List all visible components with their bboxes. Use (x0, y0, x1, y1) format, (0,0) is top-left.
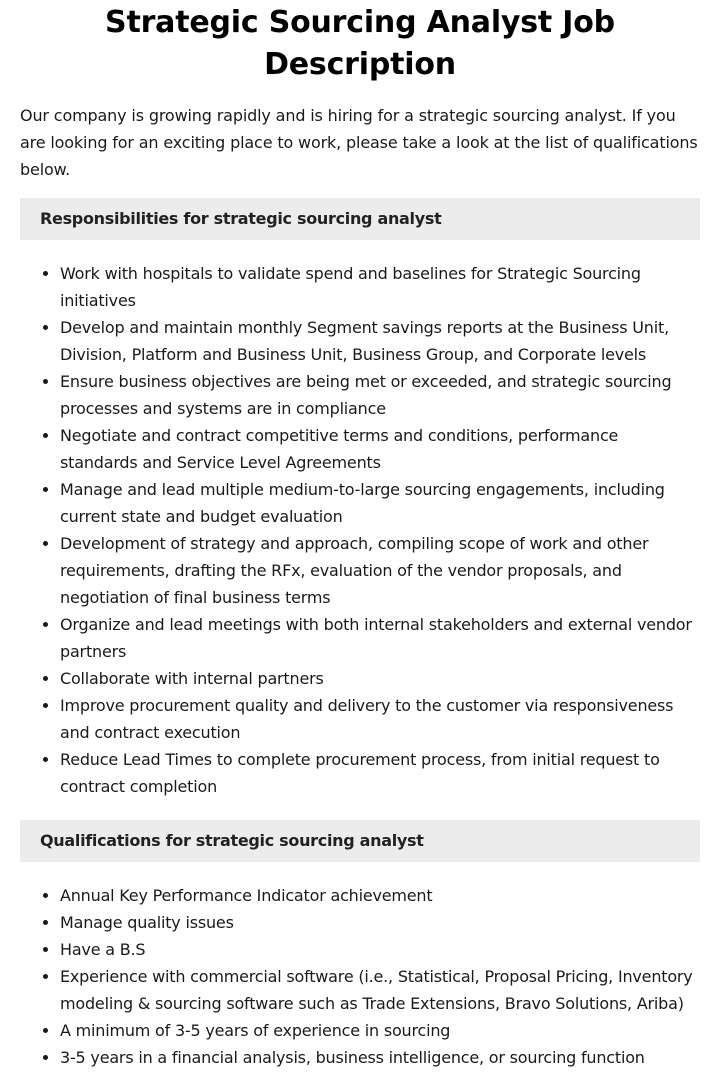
list-item: • Ensure business objectives are being met or exceeded, and strategic sourcing processes and systems are in compliance (60, 368, 700, 422)
qualifications-list (20, 882, 700, 1071)
list-item: • Manage quality issues (60, 909, 700, 936)
list-item: • Manage and lead multiple medium-to-large sourcing engagements, including current state and budget evaluation (60, 476, 700, 530)
list-item: • Improve procurement quality and delivery to the customer via responsiveness and contract execution (60, 692, 700, 746)
intro-paragraph: Our company is growing rapidly and is hiring for a strategic sourcing analyst. If you are looking for an exciting place to work, please take a look at the list of qualifications below. (20, 106, 698, 179)
list-item: • A minimum of 3-5 years of experience in sourcing (60, 1017, 700, 1044)
list-item: • Reduce Lead Times to complete procurement process, from initial request to contract completion (60, 746, 700, 800)
list-item: • Develop and maintain monthly Segment savings reports at the Business Unit, Division, Platform and Business Unit, Business Group, and Corporate levels (60, 314, 700, 368)
list-item: • Development of strategy and approach, compiling scope of work and other requirements, drafting the RFx, evaluation of the vendor proposals, and negotiation of final business terms (60, 530, 700, 611)
responsibilities-list (20, 260, 700, 800)
list-item: • 3-5 years in a financial analysis, business intelligence, or sourcing function (60, 1044, 700, 1071)
list-item: • Collaborate with internal partners (60, 665, 700, 692)
list-item: • Have a B.S (60, 936, 700, 963)
list-item: • Organize and lead meetings with both internal stakeholders and external vendor partners (60, 611, 700, 665)
page-title: Strategic Sourcing Analyst Job Description (105, 5, 615, 82)
qualifications-heading: Qualifications for strategic sourcing analyst (20, 820, 700, 862)
list-item: • Work with hospitals to validate spend and baselines for Strategic Sourcing initiatives (60, 260, 700, 314)
responsibilities-heading: Responsibilities for strategic sourcing analyst (20, 198, 700, 240)
list-item: • Negotiate and contract competitive terms and conditions, performance standards and Service Level Agreements (60, 422, 700, 476)
list-item: • Annual Key Performance Indicator achievement (60, 882, 700, 909)
list-item: • Experience with commercial software (i.e., Statistical, Proposal Pricing, Inventory modeling & sourcing software such as Trade Extensions, Bravo Solutions, Ariba) (60, 963, 700, 1017)
